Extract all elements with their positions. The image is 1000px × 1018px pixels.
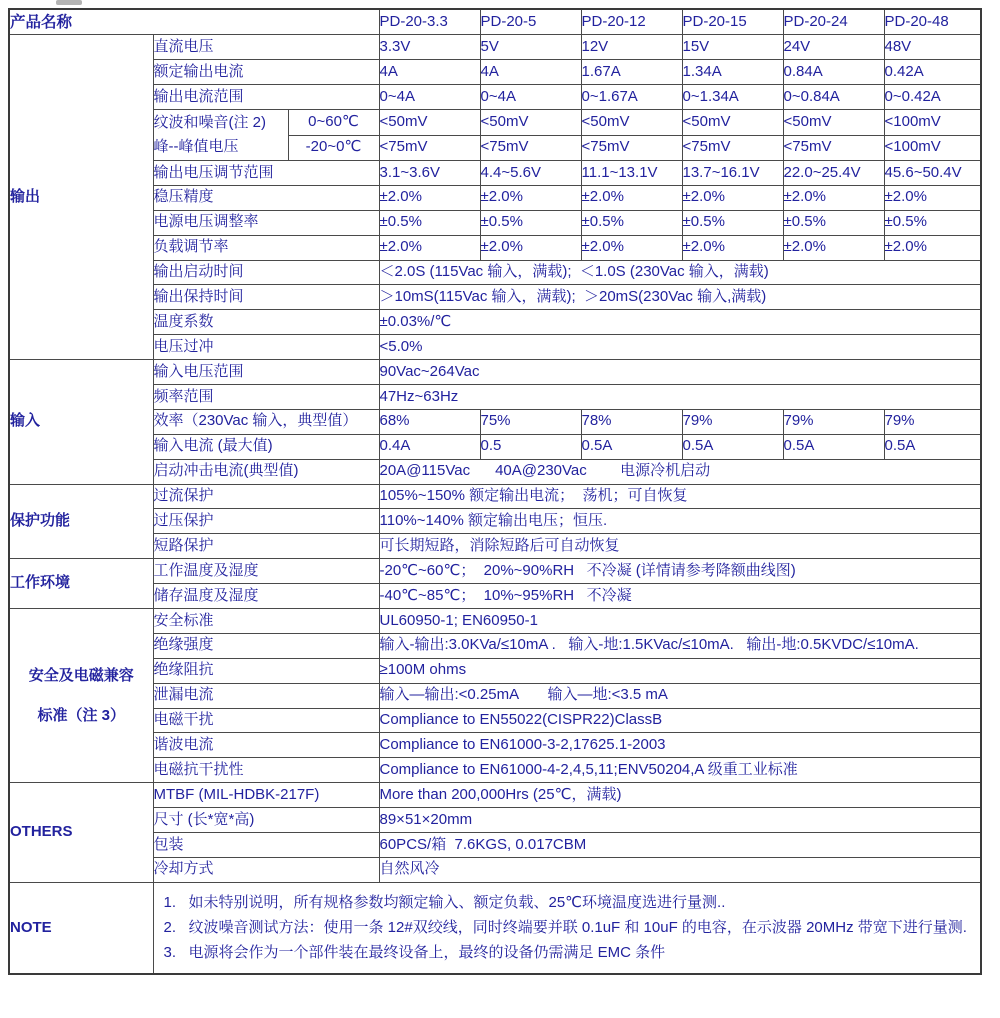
param-label-text: 纹波和噪音(注 2) xyxy=(153,114,267,132)
model-name: PD-20-12 xyxy=(581,9,682,35)
note-number: 3. xyxy=(163,944,177,962)
note-text: 纹波噪音测试方法：使用一条 12#双绞线，同时终端要并联 0.1uF 和 10uF 的电容，在示波器 20MHz 带宽下进行量测. xyxy=(188,919,967,937)
param-label: 泄漏电流 xyxy=(153,683,379,708)
spec-value: ±0.5% xyxy=(379,210,480,235)
spec-value: ±0.5% xyxy=(884,210,981,235)
param-label: 温度系数 xyxy=(153,310,379,335)
section-label-text: NOTE xyxy=(10,918,52,936)
spec-value: ±2.0% xyxy=(379,185,480,210)
spec-value: ±2.0% xyxy=(581,235,682,260)
param-label: 过流保护 xyxy=(153,484,379,509)
spec-value: <50mV xyxy=(379,110,480,135)
spec-value: 4.4~5.6V xyxy=(480,160,581,185)
param-label: 冷却方式 xyxy=(153,857,379,882)
spec-value: 0~1.34A xyxy=(682,85,783,110)
note-text: 电源将会作为一个部件装在最终设备上，最终的设备仍需满足 EMC 条件 xyxy=(188,944,666,962)
spec-value: Compliance to EN55022(CISPR22)ClassB xyxy=(379,708,981,733)
param-label-text: 峰--峰值电压 xyxy=(153,138,239,156)
spec-value: ±2.0% xyxy=(480,185,581,210)
param-label: 启动冲击电流(典型值) xyxy=(153,459,379,484)
spec-value: 13.7~16.1V xyxy=(682,160,783,185)
param-label: 谐波电流 xyxy=(153,733,379,758)
spec-value: 79% xyxy=(884,409,981,434)
spec-value: 89×51×20mm xyxy=(379,808,981,833)
section-label-text: 输出 xyxy=(10,187,41,205)
spec-value: 15V xyxy=(682,35,783,60)
spec-value: 79% xyxy=(783,409,884,434)
spec-value: ±2.0% xyxy=(783,235,884,260)
spec-value: 0~0.42A xyxy=(884,85,981,110)
spec-table xyxy=(8,8,982,975)
spec-value: ±0.5% xyxy=(682,210,783,235)
note-item xyxy=(154,940,981,965)
temp-range-label: -20~0℃ xyxy=(288,135,379,160)
spec-value: <50mV xyxy=(682,110,783,135)
spec-value: ±2.0% xyxy=(884,185,981,210)
spec-value: <50mV xyxy=(480,110,581,135)
param-label: 工作温度及湿度 xyxy=(153,559,379,584)
spec-value: 78% xyxy=(581,409,682,434)
spec-value: 20A@115Vac 40A@230Vac 电源冷机启动 xyxy=(379,459,981,484)
note-item xyxy=(154,915,981,940)
section-label-output xyxy=(9,35,153,360)
spec-value: <5.0% xyxy=(379,335,981,360)
section-label-note xyxy=(9,882,153,974)
spec-value: 0.5 xyxy=(480,434,581,459)
param-label: 短路保护 xyxy=(153,534,379,559)
spec-value: 4A xyxy=(379,60,480,85)
spec-value: 自然风冷 xyxy=(379,857,981,882)
spec-value: 75% xyxy=(480,409,581,434)
spec-value: ±2.0% xyxy=(884,235,981,260)
param-label: 电压过冲 xyxy=(153,335,379,360)
param-label: 安全标准 xyxy=(153,608,379,633)
spec-value: ±0.5% xyxy=(783,210,884,235)
param-label xyxy=(153,110,288,161)
spec-value: 5V xyxy=(480,35,581,60)
spec-value: ±2.0% xyxy=(379,235,480,260)
spec-value: <50mV xyxy=(783,110,884,135)
spec-value: 11.1~13.1V xyxy=(581,160,682,185)
spec-value: ±2.0% xyxy=(581,185,682,210)
spec-value: Compliance to EN61000-3-2,17625.1-2003 xyxy=(379,733,981,758)
param-label: 频率范围 xyxy=(153,384,379,409)
note-text: 如未特别说明，所有规格参数均额定输入、额定负载、25℃环境温度选进行量测.. xyxy=(188,894,726,912)
spec-value: 47Hz~63Hz xyxy=(379,384,981,409)
spec-value: 0~4A xyxy=(480,85,581,110)
spec-value: <75mV xyxy=(480,135,581,160)
spec-value: 输入—输出:<0.25mA 输入—地:<3.5 mA xyxy=(379,683,981,708)
param-label: 输出电压调节范围 xyxy=(153,160,379,185)
spec-value: Compliance to EN61000-4-2,4,5,11;ENV50204,A 级重工业标准 xyxy=(379,758,981,783)
spec-value: 4A xyxy=(480,60,581,85)
spec-value: 90Vac~264Vac xyxy=(379,360,981,385)
param-label: 绝缘阻抗 xyxy=(153,658,379,683)
spec-value: 1.67A xyxy=(581,60,682,85)
param-label: 绝缘强度 xyxy=(153,633,379,658)
spec-value: 0~1.67A xyxy=(581,85,682,110)
spec-value: ＜2.0S (115Vac 输入，满载); ＜1.0S (230Vac 输入，满载) xyxy=(379,260,981,285)
model-name: PD-20-24 xyxy=(783,9,884,35)
param-label: 输出电流范围 xyxy=(153,85,379,110)
spec-value: UL60950-1; EN60950-1 xyxy=(379,608,981,633)
spec-value: ±2.0% xyxy=(682,235,783,260)
spec-value: 110%~140% 额定输出电压；恒压. xyxy=(379,509,981,534)
model-name: PD-20-15 xyxy=(682,9,783,35)
spec-value: 0.5A xyxy=(884,434,981,459)
param-label: 电源电压调整率 xyxy=(153,210,379,235)
param-label: 输出保持时间 xyxy=(153,285,379,310)
spec-value: <75mV xyxy=(682,135,783,160)
spec-value: 0.42A xyxy=(884,60,981,85)
param-label: 负载调节率 xyxy=(153,235,379,260)
spec-value: -20℃~60℃； 20%~90%RH 不冷凝 (详情请参考降额曲线图) xyxy=(379,559,981,584)
section-label-text: 标准（注 3） xyxy=(37,706,125,724)
section-label-text: 输入 xyxy=(10,412,41,430)
note-item xyxy=(154,890,981,915)
spec-value: 60PCS/箱 7.6KGS, 0.017CBM xyxy=(379,833,981,858)
spec-value: 1.34A xyxy=(682,60,783,85)
spec-value: 105%~150% 额定输出电流； 荡机；可自恢复 xyxy=(379,484,981,509)
spec-value: 0.5A xyxy=(581,434,682,459)
spec-value: 48V xyxy=(884,35,981,60)
temp-range-label: 0~60℃ xyxy=(288,110,379,135)
spec-value: 79% xyxy=(682,409,783,434)
spec-value: 0~0.84A xyxy=(783,85,884,110)
spec-value: 0.84A xyxy=(783,60,884,85)
spec-value: ±2.0% xyxy=(783,185,884,210)
spec-value: 12V xyxy=(581,35,682,60)
param-label: 效率（230Vac 输入，典型值） xyxy=(153,409,379,434)
spec-value: <75mV xyxy=(783,135,884,160)
spec-value: <100mV xyxy=(884,110,981,135)
param-label: 额定输出电流 xyxy=(153,60,379,85)
spec-value: 3.1~3.6V xyxy=(379,160,480,185)
spec-value: 0~4A xyxy=(379,85,480,110)
spec-value: -40℃~85℃； 10%~95%RH 不冷凝 xyxy=(379,584,981,609)
section-label-text: 工作环境 xyxy=(10,574,71,592)
section-label-safety-emc xyxy=(9,608,153,782)
param-label: 直流电压 xyxy=(153,35,379,60)
param-label: 电磁干扰 xyxy=(153,708,379,733)
model-name: PD-20-5 xyxy=(480,9,581,35)
spec-value: 45.6~50.4V xyxy=(884,160,981,185)
spec-value: ＞10mS(115Vac 输入，满载); ＞20mS(230Vac 输入,满载) xyxy=(379,285,981,310)
note-list xyxy=(153,882,981,974)
spec-value: 24V xyxy=(783,35,884,60)
spec-value: ±0.5% xyxy=(480,210,581,235)
spec-value: 22.0~25.4V xyxy=(783,160,884,185)
param-label: 储存温度及湿度 xyxy=(153,584,379,609)
section-label-protection xyxy=(9,484,153,559)
scan-artifact xyxy=(56,0,82,5)
note-number: 1. xyxy=(163,894,177,912)
spec-value: 3.3V xyxy=(379,35,480,60)
model-name: PD-20-3.3 xyxy=(379,9,480,35)
param-label: 电磁抗干扰性 xyxy=(153,758,379,783)
spec-value: ≥100M ohms xyxy=(379,658,981,683)
model-name: PD-20-48 xyxy=(884,9,981,35)
spec-value: More than 200,000Hrs (25℃，满载) xyxy=(379,783,981,808)
spec-value: <75mV xyxy=(581,135,682,160)
section-label-input xyxy=(9,360,153,484)
section-label-text: OTHERS xyxy=(10,823,73,841)
param-label: 输入电压范围 xyxy=(153,360,379,385)
spec-value: 0.4A xyxy=(379,434,480,459)
spec-value: ±0.5% xyxy=(581,210,682,235)
product-name-header: 产品名称 xyxy=(9,9,379,35)
param-label: 尺寸 (长*宽*高) xyxy=(153,808,379,833)
section-label-text: 安全及电磁兼容 xyxy=(28,666,134,684)
spec-value: ±2.0% xyxy=(480,235,581,260)
spec-value: 0.5A xyxy=(682,434,783,459)
spec-value: <75mV xyxy=(379,135,480,160)
param-label: 输出启动时间 xyxy=(153,260,379,285)
spec-value: <100mV xyxy=(884,135,981,160)
section-label-text: 保护功能 xyxy=(10,511,71,529)
param-label: MTBF (MIL-HDBK-217F) xyxy=(153,783,379,808)
section-label-environment xyxy=(9,559,153,609)
param-label: 包装 xyxy=(153,833,379,858)
param-label: 输入电流 (最大值) xyxy=(153,434,379,459)
spec-value: 输入-输出:3.0KVa/≤10mA . 输入-地:1.5KVac/≤10mA. 输出-地:0.5KVDC/≤10mA. xyxy=(379,633,981,658)
spec-value: 0.5A xyxy=(783,434,884,459)
spec-value: 68% xyxy=(379,409,480,434)
note-number: 2. xyxy=(163,919,177,937)
spec-value: ±2.0% xyxy=(682,185,783,210)
spec-value: 可长期短路，消除短路后可自动恢复 xyxy=(379,534,981,559)
section-label-others xyxy=(9,783,153,883)
param-label: 稳压精度 xyxy=(153,185,379,210)
spec-value: <50mV xyxy=(581,110,682,135)
spec-value: ±0.03%/℃ xyxy=(379,310,981,335)
param-label: 过压保护 xyxy=(153,509,379,534)
